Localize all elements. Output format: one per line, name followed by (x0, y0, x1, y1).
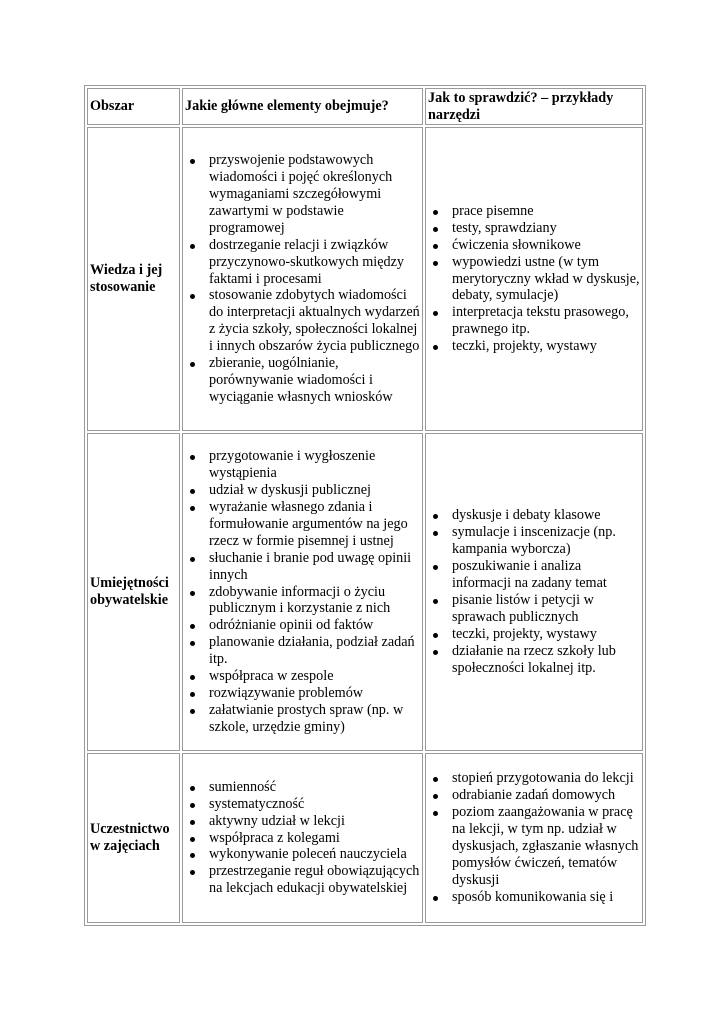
elements-cell (182, 433, 423, 751)
list-item: zbieranie, uogólnianie, porównywanie wiadomości i wyciąganie własnych wniosków (185, 355, 420, 406)
list-item: wyrażanie własnego zdania i formułowanie argumentów na jego rzecz w formie pisemnej i ustnej (185, 499, 420, 550)
tools-list (428, 203, 640, 355)
list-item: teczki, projekty, wystawy (428, 626, 640, 643)
list-item: odróżnianie opinii od faktów (185, 617, 420, 634)
list-item: wypowiedzi ustne (w tym merytoryczny wkład w dyskusje, debaty, symulacje) (428, 254, 640, 305)
list-item: słuchanie i branie pod uwagę opinii innych (185, 550, 420, 584)
assessment-table (84, 85, 646, 926)
list-item: załatwianie prostych spraw (np. w szkole, urzędzie gminy) (185, 702, 420, 736)
header-tools: Jak to sprawdzić? – przykłady narzędzi (425, 88, 643, 125)
area-cell: Wiedza i jej stosowanie (87, 127, 180, 431)
list-item: dyskusje i debaty klasowe (428, 507, 640, 524)
list-item: odrabianie zadań domowych (428, 787, 640, 804)
list-item: interpretacja tekstu prasowego, prawnego itp. (428, 304, 640, 338)
tools-list (428, 770, 640, 905)
list-item: planowanie działania, podział zadań itp. (185, 634, 420, 668)
list-item: współpraca z kolegami (185, 830, 420, 847)
list-item: poziom zaangażowania w pracę na lekcji, w tym np. udział w dyskusjach, zgłaszanie własnych pomysłów ćwiczeń, tematów dyskusji (428, 804, 640, 889)
list-item: symulacje i inscenizacje (np. kampania wyborcza) (428, 524, 640, 558)
list-item: przyswojenie podstawowych wiadomości i pojęć określonych wymaganiami szczegółowymi zawartymi w podstawie programowej (185, 152, 420, 237)
list-item: sposób komunikowania się i (428, 889, 640, 906)
list-item: prace pisemne (428, 203, 640, 220)
list-item: systematyczność (185, 796, 420, 813)
list-item: pisanie listów i petycji w sprawach publicznych (428, 592, 640, 626)
header-elements: Jakie główne elementy obejmuje? (182, 88, 423, 125)
list-item: zdobywanie informacji o życiu publicznym i korzystanie z nich (185, 584, 420, 618)
table-row (87, 753, 643, 923)
elements-list (185, 779, 420, 897)
list-item: rozwiązywanie problemów (185, 685, 420, 702)
table-row (87, 127, 643, 431)
list-item: aktywny udział w lekcji (185, 813, 420, 830)
area-cell: Umiejętności obywatelskie (87, 433, 180, 751)
list-item: poszukiwanie i analiza informacji na zadany temat (428, 558, 640, 592)
list-item: udział w dyskusji publicznej (185, 482, 420, 499)
list-item: stosowanie zdobytych wiadomości do interpretacji aktualnych wydarzeń z życia szkoły, społeczności lokalnej i innych obszarów życia publicznego (185, 287, 420, 355)
list-item: stopień przygotowania do lekcji (428, 770, 640, 787)
list-item: teczki, projekty, wystawy (428, 338, 640, 355)
table-row (87, 433, 643, 751)
list-item: sumienność (185, 779, 420, 796)
elements-list (185, 152, 420, 406)
area-cell: Uczestnictwo w zajęciach (87, 753, 180, 923)
list-item: testy, sprawdziany (428, 220, 640, 237)
list-item: ćwiczenia słownikowe (428, 237, 640, 254)
header-area: Obszar (87, 88, 180, 125)
list-item: działanie na rzecz szkoły lub społeczności lokalnej itp. (428, 643, 640, 677)
tools-cell (425, 127, 643, 431)
list-item: dostrzeganie relacji i związków przyczynowo-skutkowych między faktami i procesami (185, 237, 420, 288)
list-item: przygotowanie i wygłoszenie wystąpienia (185, 448, 420, 482)
tools-list (428, 507, 640, 676)
tools-cell (425, 753, 643, 923)
elements-list (185, 448, 420, 735)
tools-cell (425, 433, 643, 751)
list-item: współpraca w zespole (185, 668, 420, 685)
list-item: przestrzeganie reguł obowiązujących na lekcjach edukacji obywatelskiej (185, 863, 420, 897)
elements-cell (182, 127, 423, 431)
list-item: wykonywanie poleceń nauczyciela (185, 846, 420, 863)
elements-cell (182, 753, 423, 923)
header-row (87, 88, 643, 125)
